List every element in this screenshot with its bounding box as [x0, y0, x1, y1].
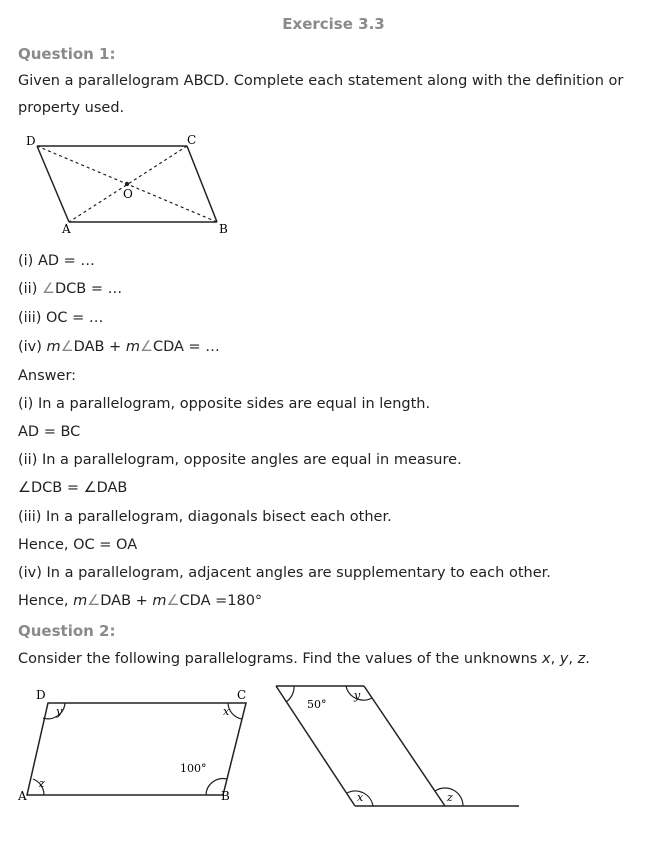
sep: , — [550, 651, 560, 667]
q1-item-1 — [18, 253, 95, 269]
vertex-label-a: A — [62, 222, 71, 236]
q1-item-1-text: (i) AD = … — [18, 253, 95, 269]
vertex-label-d: D — [36, 688, 46, 702]
measure-m: m — [125, 339, 140, 355]
angle-symbol: ∠ — [166, 593, 180, 609]
question-1-heading: Question 1: — [18, 45, 116, 63]
angle-label-y: y — [354, 689, 361, 702]
period: . — [585, 651, 590, 667]
vertex-label-c: C — [237, 688, 247, 702]
parallelogram-figure-1 — [15, 683, 260, 808]
question-1-prompt-line2: property used. — [18, 100, 125, 116]
angle-label-z: z — [39, 777, 45, 790]
answer-line-8 — [18, 593, 262, 609]
q1-item-2-prefix: (ii) — [18, 281, 42, 297]
measure-m: m — [152, 593, 167, 609]
angle-symbol: ∠ — [139, 339, 153, 355]
answer-line-4: ∠DCB = ∠DAB — [18, 480, 128, 496]
parallelogram-abcd-figure — [20, 130, 245, 240]
answer-line-1: (i) In a parallelogram, opposite sides are equal in length. — [18, 396, 431, 412]
angle-label-100: 100° — [180, 762, 207, 775]
angle-symbol: ∠ — [87, 593, 101, 609]
angle-label-50: 50° — [307, 698, 327, 711]
answer-label: Answer: — [18, 368, 77, 384]
vertex-label-b: B — [221, 789, 230, 803]
angle-label-y: y — [56, 705, 63, 718]
final-part2: CDA =180° — [179, 593, 263, 609]
q1-item-2-rest: DCB = … — [54, 281, 123, 297]
measure-m: m — [73, 593, 88, 609]
question-2-heading: Question 2: — [18, 622, 116, 640]
point-label-o: O — [123, 187, 133, 201]
vertex-label-c: C — [187, 133, 197, 147]
q1-item-4 — [18, 339, 220, 355]
q1-item-4-part2: CDA = … — [152, 339, 220, 355]
parallelogram-figure-2 — [270, 680, 525, 815]
answer-line-6: Hence, OC = OA — [18, 537, 138, 553]
final-part1: DAB + — [100, 593, 153, 609]
answer-line-7: (iv) In a parallelogram, adjacent angles are supplementary to each other. — [18, 565, 551, 581]
answer-line-3: (ii) In a parallelogram, opposite angles are equal in measure. — [18, 452, 462, 468]
var-x: x — [541, 651, 551, 667]
page-title: Exercise 3.3 — [282, 15, 385, 33]
q1-item-3-text: (iii) OC = … — [18, 310, 104, 326]
answer-line-5: (iii) In a parallelogram, diagonals bisect each other. — [18, 509, 392, 525]
final-prefix: Hence, — [18, 593, 74, 609]
angle-symbol: ∠ — [41, 281, 55, 297]
q1-item-4-part1: DAB + — [73, 339, 126, 355]
q1-item-3 — [18, 310, 103, 326]
vertex-label-b: B — [219, 222, 228, 236]
angle-symbol: ∠ — [60, 339, 74, 355]
vertex-label-d: D — [26, 134, 36, 148]
angle-label-z: z — [447, 791, 453, 804]
q1-item-4-prefix: (iv) — [18, 339, 47, 355]
angle-label-x: x — [357, 791, 364, 804]
measure-m: m — [46, 339, 61, 355]
var-z: z — [577, 651, 586, 667]
var-y: y — [559, 651, 569, 667]
question-2-prompt — [18, 651, 590, 667]
sep: , — [568, 651, 578, 667]
vertex-label-a: A — [18, 789, 27, 803]
angle-label-x: x — [223, 705, 230, 718]
question-1-prompt-line1: Given a parallelogram ABCD. Complete each statement along with the definition or — [18, 73, 624, 89]
q1-item-2 — [18, 281, 122, 297]
answer-line-2: AD = BC — [18, 424, 81, 440]
q2-prompt-text: Consider the following parallelograms. Find the values of the unknowns — [18, 651, 542, 667]
